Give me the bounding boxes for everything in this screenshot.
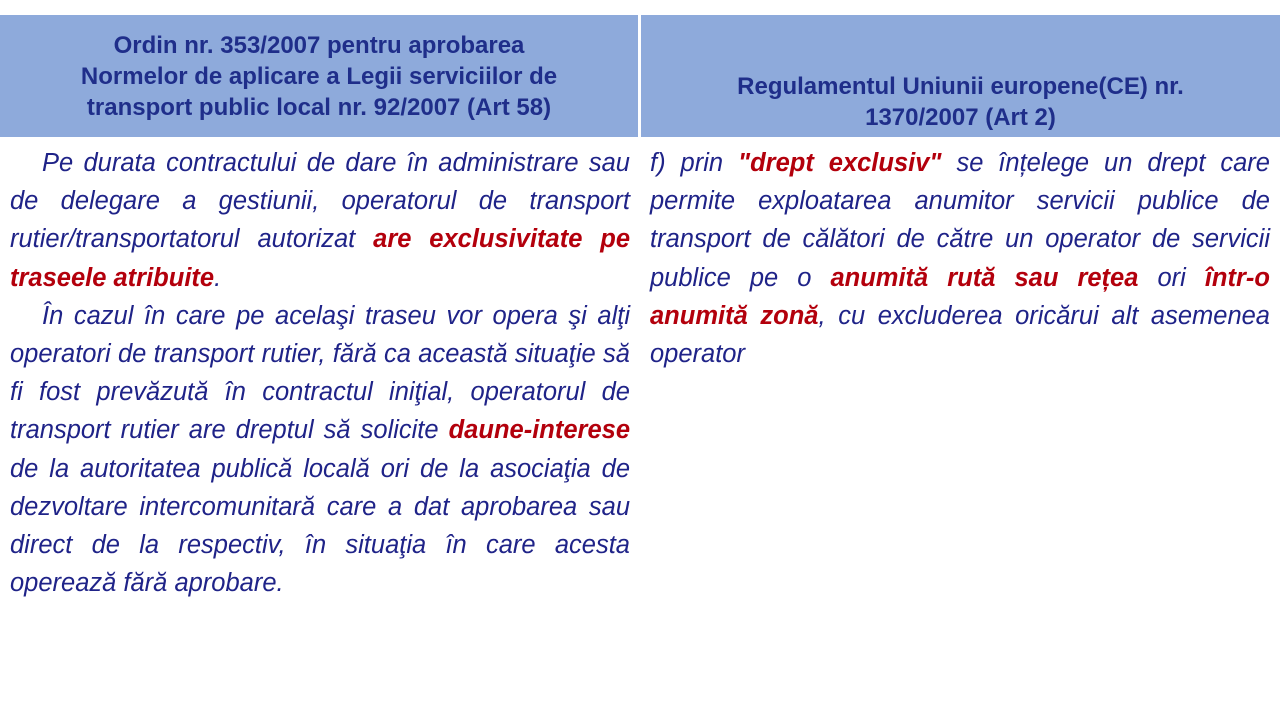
right-highlight-1: "drept exclusiv" <box>737 149 942 177</box>
right-paragraph <box>650 144 1270 373</box>
left-paragraph-2 <box>10 297 630 603</box>
left-p2-text: În cazul în care pe acelaşi traseu vor opera şi alţi operatori de transport rutier, fără ca această situaţie să fi fost prevăzută în contractul iniţial, operatorul de transport rutier are dreptul să solicite <box>10 301 630 445</box>
left-p2-end: de la autoritatea publică locală ori de la asociaţia de dezvoltare intercomunitară care a dat aprobarea sau direct de la respectiv, în situaţia în care acesta operează fără aprobare. <box>10 454 630 598</box>
header-right-cell <box>641 15 1280 137</box>
left-p1-end: . <box>214 263 222 292</box>
left-body-cell <box>10 144 630 602</box>
left-p1-highlight: are exclusivitate pe traseele atribuite <box>10 225 630 292</box>
right-text-4: , cu excluderea oricărui alt asemenea operator <box>650 301 1270 369</box>
right-highlight-3: într-o anumită zonă <box>650 263 1270 330</box>
left-paragraph-1 <box>10 144 630 297</box>
header-left-line-1: Ordin nr. 353/2007 pentru aprobarea <box>113 31 525 59</box>
right-highlight-2: anumită rută sau rețea <box>830 263 1139 292</box>
header-left-line-2: Normelor de aplicare a Legii serviciilor de <box>80 62 558 90</box>
right-text-3: ori <box>1138 263 1205 292</box>
right-body-cell <box>650 144 1270 373</box>
right-text-2: se înțelege un drept care permite exploatarea anumitor servicii publice de transport de călători de către un operator de servicii publice pe o <box>650 149 1270 292</box>
header-right-line-1: Regulamentul Uniunii europene(CE) nr. <box>737 73 1184 100</box>
header-right-line-2: 1370/2007 (Art 2) <box>865 104 1056 131</box>
left-p2-highlight: daune-interese <box>448 416 630 445</box>
left-p1-text: Pe durata contractului de dare în administrare sau de delegare a gestiunii, operatorul de transport rutier/transportatorul autorizat <box>10 149 630 254</box>
header-left-cell <box>0 15 638 137</box>
header-left-line-3: transport public local nr. 92/2007 (Art 58) <box>86 93 552 121</box>
right-text-1: f) prin <box>650 149 738 177</box>
